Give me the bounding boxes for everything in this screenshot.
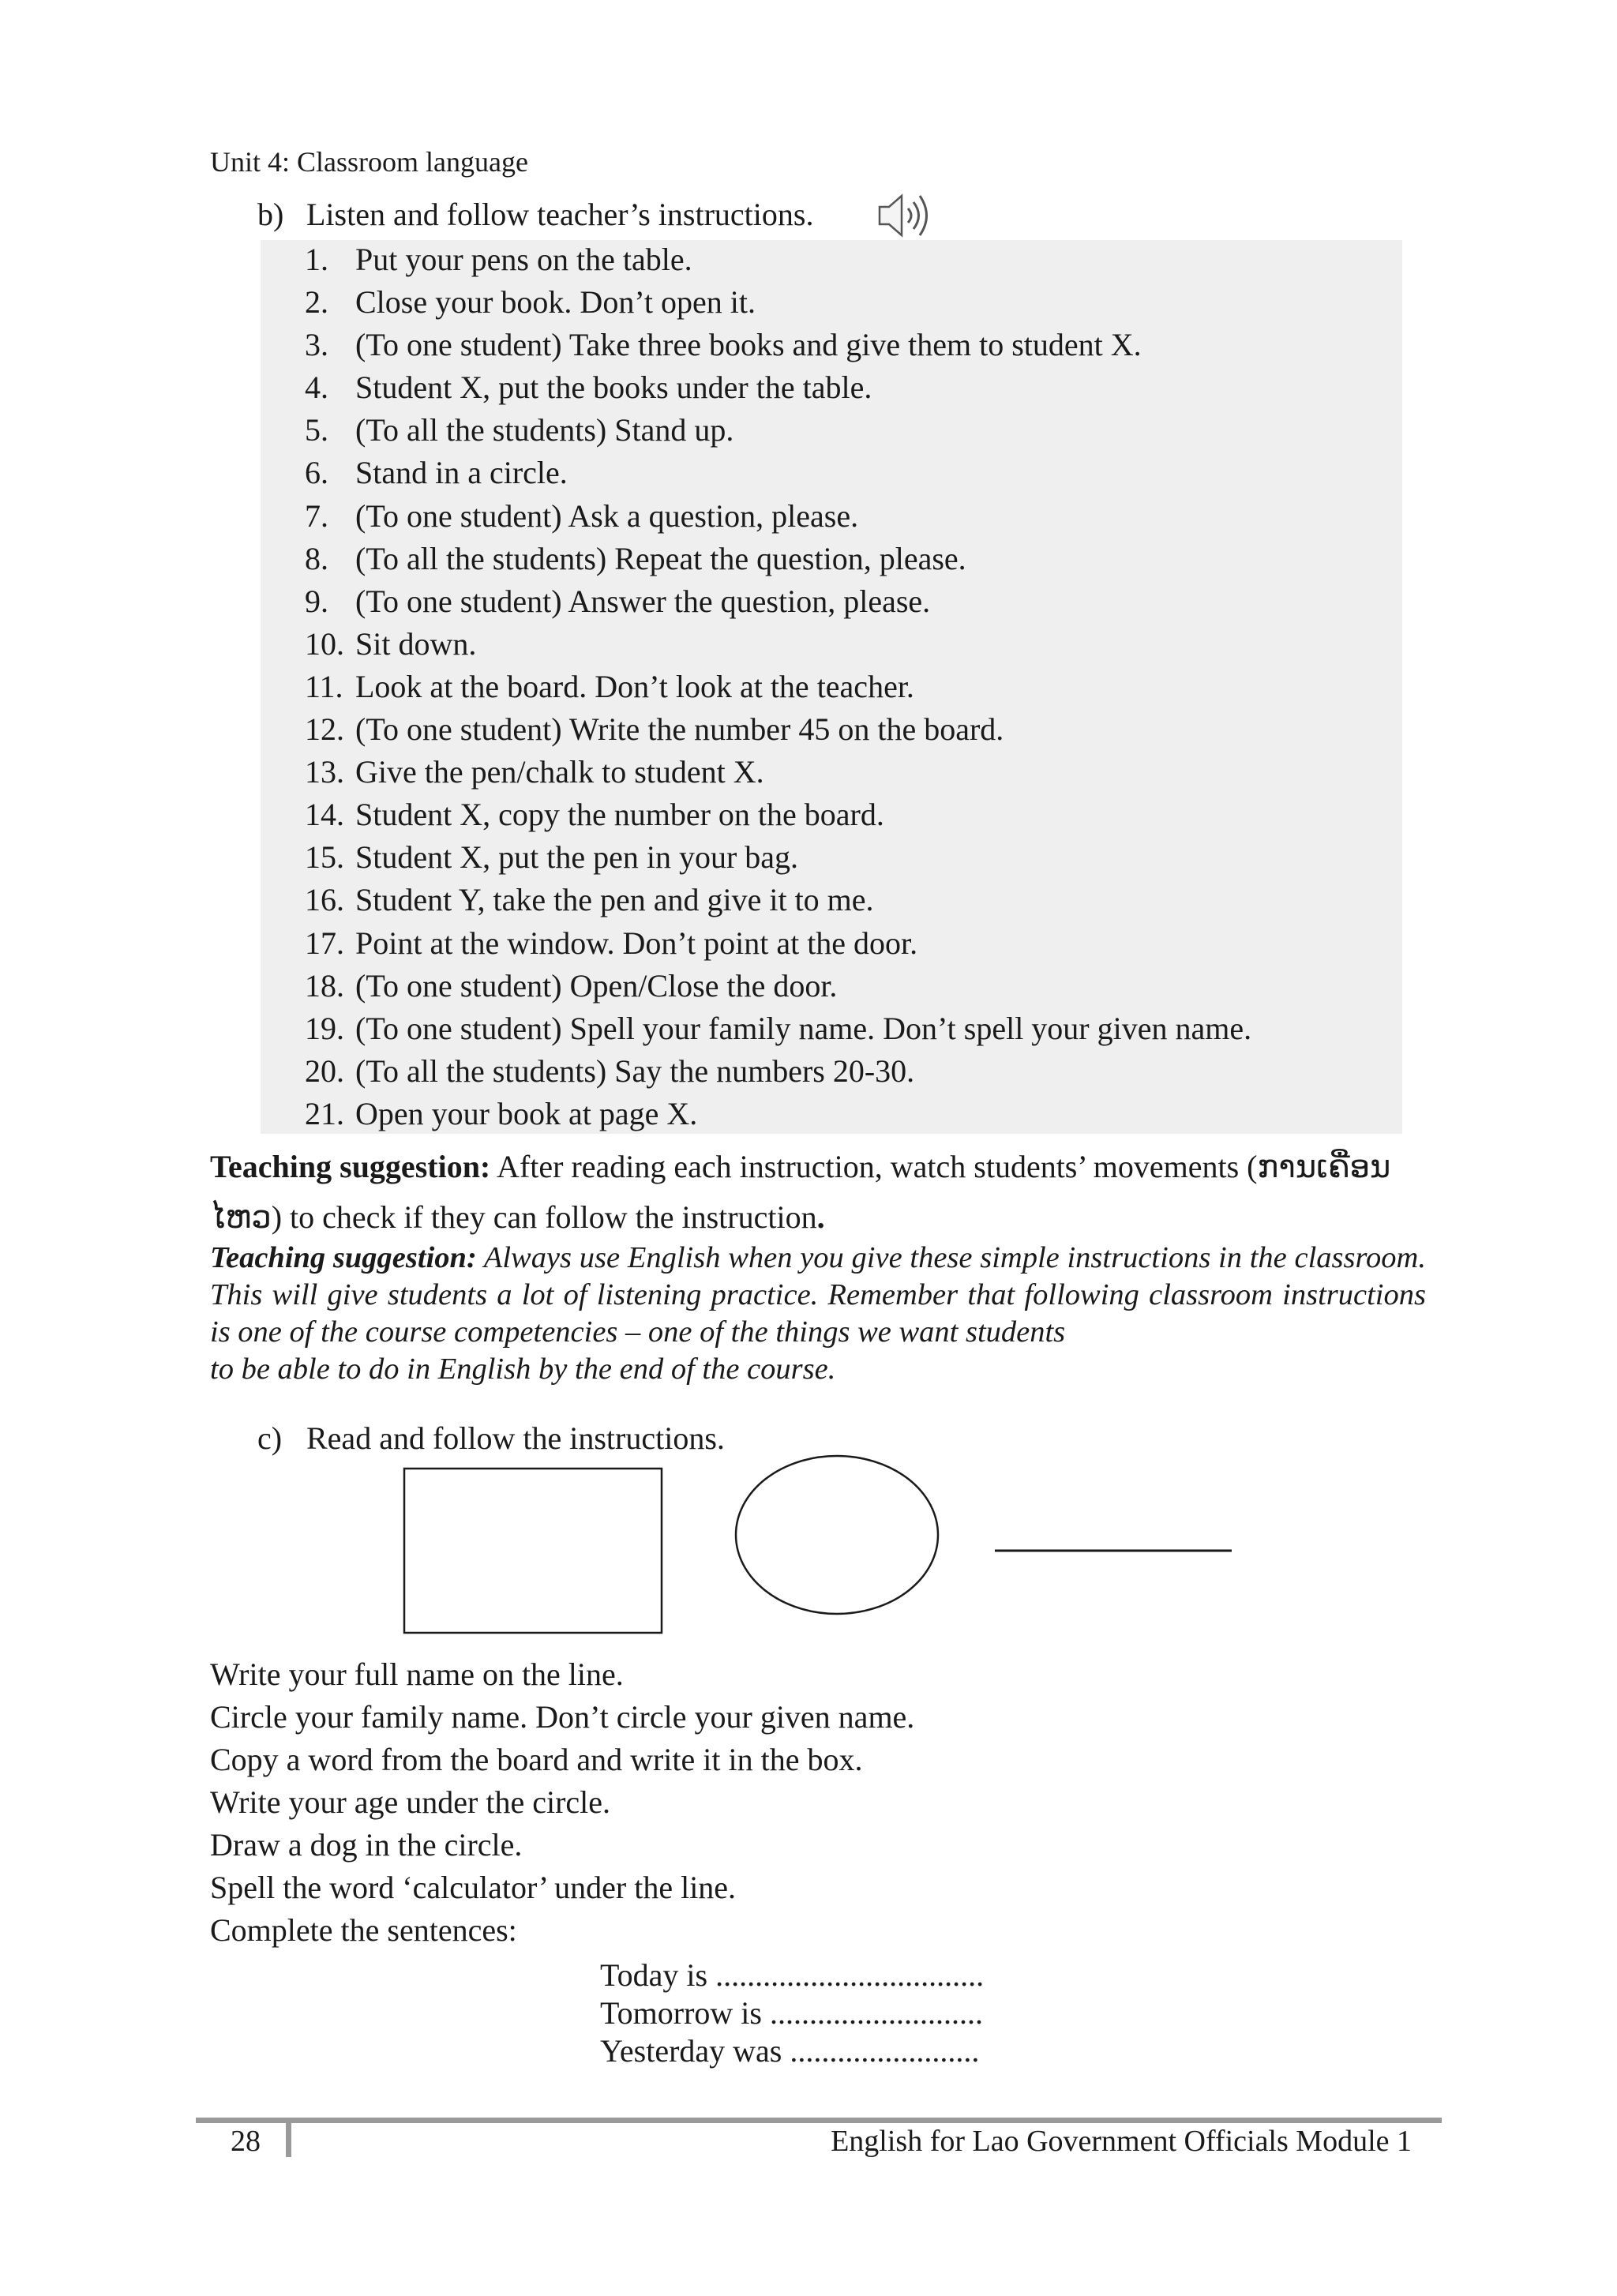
instruction-number: 16. (305, 882, 344, 918)
instruction-item (305, 452, 1251, 494)
instruction-text: (To all the students) Repeat the question, please. (355, 540, 966, 576)
task-item: Write your full name on the line. (210, 1656, 624, 1692)
footer-rule (196, 2118, 1442, 2123)
instruction-number: 7. (305, 497, 328, 534)
instruction-number: 11. (305, 668, 343, 704)
teaching-suggestion-2-text: Always use English when you give these simple instructions in the classroom. This will give students a lot of listening practice. Remember that following classroom instructions is one of the course competencies – one of the things we want students (210, 1241, 1426, 1349)
task-item: Write your age under the circle. (210, 1784, 611, 1820)
instruction-item (305, 922, 1251, 965)
instruction-item (305, 708, 1251, 751)
teaching-suggestion-1 (210, 1142, 1426, 1243)
instruction-text: Student Y, take the pen and give it to me. (355, 882, 874, 918)
instruction-number: 12. (305, 711, 344, 748)
instruction-item (305, 751, 1251, 793)
instruction-text: (To one student) Answer the question, please. (355, 583, 931, 619)
instruction-number: 2. (305, 284, 328, 321)
instruction-item (305, 281, 1251, 324)
instruction-item (305, 495, 1251, 538)
instruction-item (305, 836, 1251, 879)
instruction-item (305, 879, 1251, 921)
instruction-number: 13. (305, 754, 344, 790)
answer-box[interactable] (404, 1469, 662, 1633)
instruction-number: 1. (305, 242, 328, 277)
instruction-text: Student X, put the pen in your bag. (355, 839, 799, 876)
teaching-suggestion-2-label: Teaching suggestion: (210, 1241, 477, 1274)
sentence-list (600, 1956, 984, 2070)
instruction-text: Close your book. Don’t open it. (355, 284, 756, 321)
instruction-text: (To all the students) Say the numbers 20-30. (355, 1052, 915, 1089)
section-b-title: Listen and follow teacher’s instructions. (306, 197, 814, 232)
instruction-number: 3. (305, 327, 328, 363)
instruction-item (305, 324, 1251, 366)
footer-title: English for Lao Government Officials Module 1 (831, 2125, 1412, 2158)
teaching-suggestion-1-label: Teaching suggestion: (210, 1149, 491, 1184)
instruction-text: Stand in a circle. (355, 455, 568, 491)
instruction-number: 19. (305, 1010, 344, 1046)
instruction-number: 20. (305, 1052, 344, 1089)
instruction-number: 6. (305, 455, 328, 491)
instruction-number: 21. (305, 1095, 344, 1131)
instruction-item (305, 366, 1251, 409)
task-item: Draw a dog in the circle. (210, 1827, 523, 1863)
teaching-suggestion-1-end: . (816, 1199, 825, 1235)
instruction-number: 9. (305, 583, 328, 619)
instruction-number: 5. (305, 412, 328, 448)
instruction-text: Point at the window. Don’t point at the door. (355, 925, 918, 961)
instruction-text: Student X, copy the number on the board. (355, 797, 884, 833)
instruction-text: Open your book at page X. (355, 1095, 698, 1131)
instruction-text: Put your pens on the table. (355, 242, 692, 277)
instruction-text: Give the pen/chalk to student X. (355, 754, 764, 790)
instruction-item (305, 238, 1251, 281)
instruction-item (305, 1050, 1251, 1093)
section-b-heading (257, 196, 813, 233)
instruction-item (305, 793, 1251, 836)
instruction-number: 4. (305, 370, 328, 406)
instruction-item (305, 538, 1251, 580)
instruction-text: Look at the board. Don’t look at the teacher. (355, 668, 914, 704)
instruction-item (305, 1007, 1251, 1050)
instruction-item (305, 409, 1251, 452)
instruction-number: 15. (305, 839, 344, 876)
instruction-text: (To one student) Write the number 45 on the board. (355, 711, 1004, 748)
instruction-text: Sit down. (355, 625, 477, 662)
sentence-blank[interactable]: Yesterday was ........................ (600, 2033, 980, 2069)
unit-header: Unit 4: Classroom language (210, 146, 528, 178)
instruction-number: 18. (305, 967, 344, 1004)
task-item: Spell the word ‘calculator’ under the line. (210, 1870, 737, 1905)
sentence-blank[interactable]: Today is .................................. (600, 1957, 985, 1993)
instruction-item (305, 1093, 1251, 1135)
instruction-number: 14. (305, 797, 344, 833)
instructions-list (305, 238, 1251, 1135)
instruction-item (305, 580, 1251, 623)
footer-divider (286, 2118, 291, 2157)
speaker-icon[interactable] (876, 189, 936, 242)
instruction-number: 8. (305, 540, 328, 576)
teaching-suggestion-1-line1: After reading each instruction, watch students’ movements (ການເຄື່ອນ (490, 1149, 1391, 1184)
sentence-blank[interactable]: Tomorrow is ........................... (600, 1995, 983, 2031)
section-b-letter: b) (257, 197, 284, 232)
section-c-heading (257, 1420, 725, 1457)
instruction-text: (To one student) Take three books and give them to student X. (355, 327, 1142, 363)
instruction-item (305, 623, 1251, 666)
instruction-text: (To one student) Ask a question, please. (355, 497, 859, 534)
task-item: Circle your family name. Don’t circle your given name. (210, 1699, 915, 1735)
section-c-title: Read and follow the instructions. (306, 1420, 725, 1456)
task-item: Complete the sentences: (210, 1912, 517, 1948)
instruction-number: 10. (305, 625, 344, 662)
instruction-number: 17. (305, 925, 344, 961)
teaching-suggestion-1-line2: ໄຫວ) to check if they can follow the instruction (210, 1199, 817, 1235)
task-item: Copy a word from the board and write it in the box. (210, 1742, 863, 1777)
teaching-suggestion-2-last-line: to be able to do in English by the end of the course. (210, 1352, 836, 1386)
task-list (210, 1653, 914, 1952)
section-c-letter: c) (257, 1420, 283, 1456)
answer-circle[interactable] (736, 1456, 938, 1614)
instruction-item (305, 666, 1251, 708)
page-number: 28 (231, 2125, 261, 2158)
instruction-item (305, 965, 1251, 1007)
teaching-suggestion-2 (210, 1240, 1426, 1388)
instruction-text: (To one student) Spell your family name. Don’t spell your given name. (355, 1010, 1252, 1046)
instruction-text: (To one student) Open/Close the door. (355, 967, 838, 1004)
instruction-text: (To all the students) Stand up. (355, 412, 734, 448)
instruction-text: Student X, put the books under the table. (355, 370, 872, 406)
